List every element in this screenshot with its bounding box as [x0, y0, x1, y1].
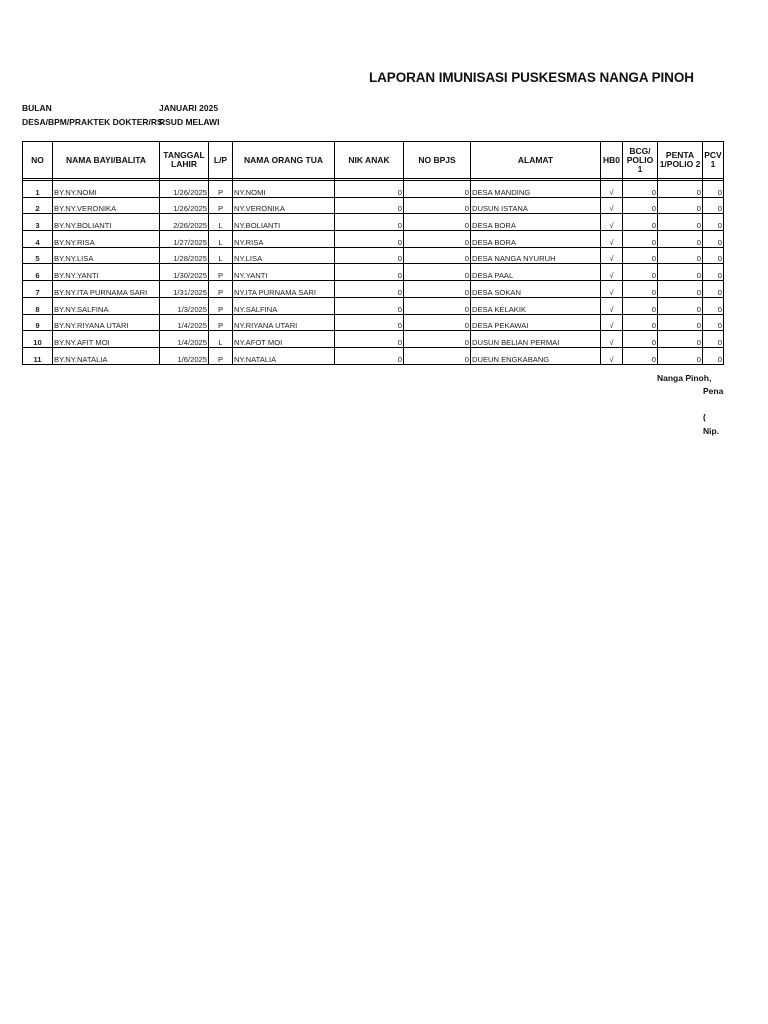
cell-alamat: DESA MANDING — [471, 181, 601, 198]
report-title: LAPORAN IMUNISASI PUSKESMAS NANGA PINOH — [369, 70, 694, 85]
cell-penta-polio2: 0 — [658, 264, 703, 281]
cell-no-bpjs: 0 — [404, 214, 471, 231]
cell-nik-anak: 0 — [335, 331, 404, 348]
cell-no-bpjs: 0 — [404, 264, 471, 281]
desa-label: DESA/BPM/PRAKTEK DOKTER/RS — [22, 117, 163, 127]
cell-nama-bayi: BY.NY.NATALIA — [53, 347, 160, 364]
cell-alamat: DUEUN ENGKABANG — [471, 347, 601, 364]
signature-role: Pena — [703, 386, 724, 396]
header-nama-bayi: NAMA BAYI/BALITA — [53, 142, 160, 179]
signature-place-date: Nanga Pinoh, — [657, 373, 712, 383]
cell-nama-bayi: BY.NY.SALFINA — [53, 297, 160, 314]
cell-nama-orang-tua: NY.SALFINA — [233, 297, 335, 314]
cell-alamat: DESA NANGA NYURUH — [471, 247, 601, 264]
table-row — [23, 181, 724, 198]
cell-nama-bayi: BY.NY.RIYANA UTARI — [53, 314, 160, 331]
cell-tanggal-lahir: 2/26/2025 — [160, 214, 209, 231]
cell-pcv1: 0 — [703, 314, 724, 331]
cell-penta-polio2: 0 — [658, 331, 703, 348]
table-row — [23, 264, 724, 281]
cell-pcv1: 0 — [703, 281, 724, 298]
cell-no-bpjs: 0 — [404, 347, 471, 364]
signature-nip: Nip. — [703, 426, 720, 436]
cell-bcg-polio1: 0 — [623, 264, 658, 281]
cell-no-bpjs: 0 — [404, 231, 471, 248]
cell-pcv1: 0 — [703, 214, 724, 231]
cell-nama-orang-tua: NY.LISA — [233, 247, 335, 264]
cell-nik-anak: 0 — [335, 197, 404, 214]
cell-nama-bayi: BY.NY.NOMI — [53, 181, 160, 198]
header-no: NO — [23, 142, 53, 179]
cell-nama-orang-tua: NY.ITA PURNAMA SARI — [233, 281, 335, 298]
cell-nik-anak: 0 — [335, 297, 404, 314]
cell-nama-bayi: BY.NY.YANTI — [53, 264, 160, 281]
cell-penta-polio2: 0 — [658, 247, 703, 264]
cell-tanggal-lahir: 1/26/2025 — [160, 197, 209, 214]
cell-bcg-polio1: 0 — [623, 231, 658, 248]
table-row — [23, 331, 724, 348]
cell-no-bpjs: 0 — [404, 181, 471, 198]
cell-no-bpjs: 0 — [404, 297, 471, 314]
cell-nik-anak: 0 — [335, 264, 404, 281]
cell-hb0: √ — [601, 264, 623, 281]
table-row — [23, 214, 724, 231]
cell-hb0: √ — [601, 314, 623, 331]
cell-nik-anak: 0 — [335, 347, 404, 364]
cell-hb0: √ — [601, 231, 623, 248]
cell-bcg-polio1: 0 — [623, 247, 658, 264]
header-alamat: ALAMAT — [471, 142, 601, 179]
cell-alamat: DESA BORA — [471, 214, 601, 231]
cell-hb0: √ — [601, 197, 623, 214]
cell-alamat: DESA PEKAWAI — [471, 314, 601, 331]
cell-bcg-polio1: 0 — [623, 197, 658, 214]
table-row — [23, 231, 724, 248]
cell-lp: L — [209, 331, 233, 348]
cell-no-bpjs: 0 — [404, 314, 471, 331]
cell-no-bpjs: 0 — [404, 247, 471, 264]
bulan-label: BULAN — [22, 103, 52, 113]
cell-nama-orang-tua: NY.NOMI — [233, 181, 335, 198]
table-row — [23, 247, 724, 264]
cell-tanggal-lahir: 1/30/2025 — [160, 264, 209, 281]
table-body — [23, 179, 724, 365]
cell-no: 8 — [23, 297, 53, 314]
cell-lp: P — [209, 297, 233, 314]
cell-tanggal-lahir: 1/6/2025 — [160, 347, 209, 364]
table-row — [23, 314, 724, 331]
header-bcg-polio1: BCG/ POLIO 1 — [623, 142, 658, 179]
cell-lp: P — [209, 181, 233, 198]
cell-no: 3 — [23, 214, 53, 231]
cell-tanggal-lahir: 1/26/2025 — [160, 181, 209, 198]
cell-penta-polio2: 0 — [658, 181, 703, 198]
header-lp: L/P — [209, 142, 233, 179]
cell-penta-polio2: 0 — [658, 214, 703, 231]
cell-no-bpjs: 0 — [404, 281, 471, 298]
cell-nama-orang-tua: NY.RISA — [233, 231, 335, 248]
cell-nama-bayi: BY.NY.LISA — [53, 247, 160, 264]
cell-nama-orang-tua: NY.RIYANA UTARI — [233, 314, 335, 331]
header-hb0: HB0 — [601, 142, 623, 179]
cell-nama-orang-tua: NY.NATALIA — [233, 347, 335, 364]
cell-bcg-polio1: 0 — [623, 331, 658, 348]
cell-lp: P — [209, 264, 233, 281]
cell-hb0: √ — [601, 297, 623, 314]
cell-hb0: √ — [601, 331, 623, 348]
cell-alamat: DESA SOKAN — [471, 281, 601, 298]
desa-value: RSUD MELAWI — [159, 117, 220, 127]
cell-nama-bayi: BY.NY.VERONIKA — [53, 197, 160, 214]
cell-no-bpjs: 0 — [404, 331, 471, 348]
cell-bcg-polio1: 0 — [623, 214, 658, 231]
header-nama-orang-tua: NAMA ORANG TUA — [233, 142, 335, 179]
bulan-value: JANUARI 2025 — [159, 103, 219, 113]
header-nik-anak: NIK ANAK — [335, 142, 404, 179]
cell-pcv1: 0 — [703, 264, 724, 281]
cell-pcv1: 0 — [703, 347, 724, 364]
table-row — [23, 347, 724, 364]
cell-nama-orang-tua: NY.YANTI — [233, 264, 335, 281]
cell-nik-anak: 0 — [335, 247, 404, 264]
cell-alamat: DESA PAAL — [471, 264, 601, 281]
cell-pcv1: 0 — [703, 231, 724, 248]
cell-no: 4 — [23, 231, 53, 248]
cell-alamat: DUSUN BELIAN PERMAI — [471, 331, 601, 348]
cell-lp: P — [209, 197, 233, 214]
cell-pcv1: 0 — [703, 197, 724, 214]
cell-no: 2 — [23, 197, 53, 214]
cell-pcv1: 0 — [703, 247, 724, 264]
cell-alamat: DESA KELAKIK — [471, 297, 601, 314]
cell-nik-anak: 0 — [335, 181, 404, 198]
cell-hb0: √ — [601, 281, 623, 298]
cell-no: 10 — [23, 331, 53, 348]
cell-no: 1 — [23, 181, 53, 198]
cell-penta-polio2: 0 — [658, 314, 703, 331]
cell-lp: P — [209, 314, 233, 331]
cell-nama-bayi: BY.NY.RISA — [53, 231, 160, 248]
cell-bcg-polio1: 0 — [623, 281, 658, 298]
signature-paren: ( — [703, 412, 706, 422]
cell-tanggal-lahir: 1/27/2025 — [160, 231, 209, 248]
cell-nik-anak: 0 — [335, 314, 404, 331]
table-row — [23, 281, 724, 298]
cell-nama-bayi: BY.NY.ITA PURNAMA SARI — [53, 281, 160, 298]
cell-penta-polio2: 0 — [658, 281, 703, 298]
header-tanggal-lahir: TANGGAL LAHIR — [160, 142, 209, 179]
cell-alamat: DESA BORA — [471, 231, 601, 248]
cell-pcv1: 0 — [703, 331, 724, 348]
cell-tanggal-lahir: 1/31/2025 — [160, 281, 209, 298]
cell-penta-polio2: 0 — [658, 347, 703, 364]
cell-pcv1: 0 — [703, 181, 724, 198]
cell-lp: P — [209, 281, 233, 298]
header-no-bpjs: NO BPJS — [404, 142, 471, 179]
cell-bcg-polio1: 0 — [623, 297, 658, 314]
cell-no: 7 — [23, 281, 53, 298]
cell-nama-bayi: BY.NY.BOLIANTI — [53, 214, 160, 231]
cell-hb0: √ — [601, 247, 623, 264]
cell-no: 5 — [23, 247, 53, 264]
cell-nama-orang-tua: NY.VERONIKA — [233, 197, 335, 214]
cell-lp: P — [209, 347, 233, 364]
table-row — [23, 297, 724, 314]
cell-nik-anak: 0 — [335, 214, 404, 231]
immunization-table — [22, 141, 724, 365]
cell-hb0: √ — [601, 347, 623, 364]
cell-lp: L — [209, 231, 233, 248]
cell-tanggal-lahir: 1/4/2025 — [160, 331, 209, 348]
cell-penta-polio2: 0 — [658, 231, 703, 248]
cell-alamat: DUSUN ISTANA — [471, 197, 601, 214]
cell-nik-anak: 0 — [335, 231, 404, 248]
cell-tanggal-lahir: 1/4/2025 — [160, 314, 209, 331]
cell-no: 11 — [23, 347, 53, 364]
cell-pcv1: 0 — [703, 297, 724, 314]
cell-tanggal-lahir: 1/3/2025 — [160, 297, 209, 314]
cell-no-bpjs: 0 — [404, 197, 471, 214]
cell-nik-anak: 0 — [335, 281, 404, 298]
header-pcv1: PCV 1 — [703, 142, 724, 179]
cell-lp: L — [209, 247, 233, 264]
table-header-row — [23, 142, 724, 179]
cell-tanggal-lahir: 1/28/2025 — [160, 247, 209, 264]
cell-hb0: √ — [601, 181, 623, 198]
cell-hb0: √ — [601, 214, 623, 231]
cell-bcg-polio1: 0 — [623, 314, 658, 331]
cell-nama-orang-tua: NY.AFOT MOI — [233, 331, 335, 348]
cell-bcg-polio1: 0 — [623, 181, 658, 198]
cell-penta-polio2: 0 — [658, 197, 703, 214]
cell-nama-bayi: BY.NY.AFIT MOI — [53, 331, 160, 348]
cell-penta-polio2: 0 — [658, 297, 703, 314]
table-row — [23, 197, 724, 214]
cell-bcg-polio1: 0 — [623, 347, 658, 364]
cell-no: 6 — [23, 264, 53, 281]
cell-nama-orang-tua: NY.BOLIANTI — [233, 214, 335, 231]
header-penta-polio2: PENTA 1/POLIO 2 — [658, 142, 703, 179]
cell-lp: L — [209, 214, 233, 231]
cell-no: 9 — [23, 314, 53, 331]
